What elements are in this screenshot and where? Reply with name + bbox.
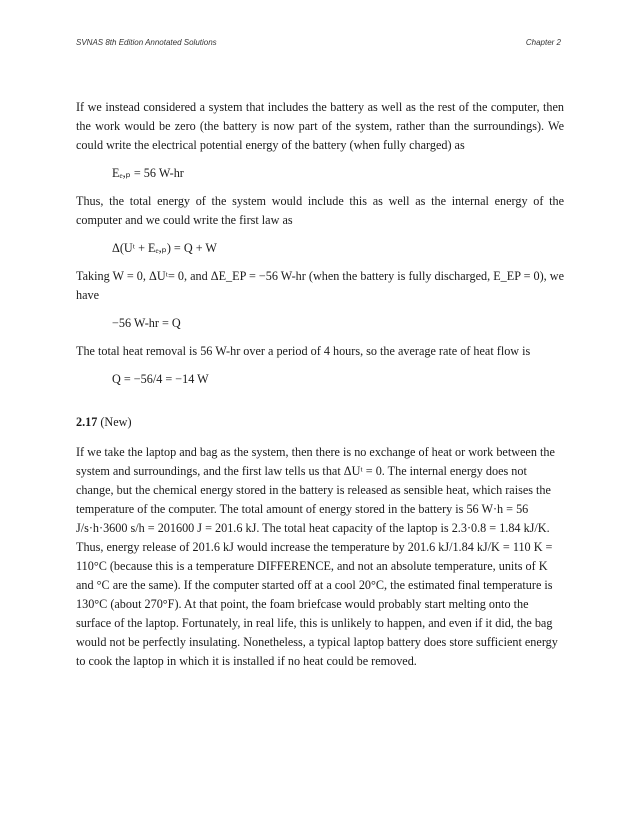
running-header-chapter: Chapter 2	[525, 38, 561, 47]
paragraph-taking-values: Taking W = 0, ΔUᵗ= 0, and ΔE_EP = −56 W-hr (when the battery is fully discharged, E_EP = 0), we have	[76, 269, 564, 302]
paragraph-laptop-bag: If we take the laptop and bag as the system, then there is no exchange of heat or work between the system and surroundings, and the first law tells us that ΔUᵗ = 0. The internal energy does not change, but the chemical energy stored in the battery is released as sensible heat, which raises the temperature of the computer. The total amount of energy stored in the battery is 56 W·h = 56 J/s·h·3600 s/h = 201600 J = 201.6 kJ. The total heat capacity of the laptop is 2.3·0.8 = 1.84 kJ/K. Thus, energy release of 201.6 kJ would increase the temperature by 201.6 kJ/1.84 kJ/K = 110 K = 110°C (because this is a temperature DIFFERENCE, and not an absolute temperature, units of K and °C are the same). If the computer started off at a cool 20°C, the estimated final temperature is 130°C (about 270°F). At that point, the foam briefcase would probably start melting onto the surface of the laptop. Fortunately, in real life, this is unlikely to happen, and even if it did, the bag would not be perfectly insulating. Nonetheless, a typical laptop battery does store sufficient energy to cook the laptop in which it is installed if no heat could be removed.	[76, 445, 558, 668]
equation-first-law: Δ(Uᵗ + Eₑ,ₚ) = Q + W	[112, 241, 217, 255]
equation-potential-energy: Eₑ,ₚ = 56 W-hr	[112, 166, 184, 180]
section-number: 2.17	[76, 415, 98, 429]
paragraph-total-energy: Thus, the total energy of the system would include this as well as the internal energy of the computer and we could write the first law as	[76, 194, 564, 227]
paragraph-system-battery: If we instead considered a system that includes the battery as well as the rest of the computer, then the work would be zero (the battery is now part of the system, rather than the surroundings). We could write the electrical potential energy of the battery (when fully charged) as	[76, 100, 564, 152]
equation-heat: −56 W-hr = Q	[112, 316, 181, 330]
section-heading	[76, 413, 564, 432]
equation-heat-rate: Q = −56/4 = −14 W	[112, 372, 209, 386]
paragraph-heat-removal: The total heat removal is 56 W-hr over a period of 4 hours, so the average rate of heat flow is	[76, 344, 531, 358]
running-header-title: SVNAS 8th Edition Annotated Solutions	[76, 38, 217, 47]
section-tag: (New)	[100, 415, 132, 429]
page-body	[76, 98, 564, 671]
